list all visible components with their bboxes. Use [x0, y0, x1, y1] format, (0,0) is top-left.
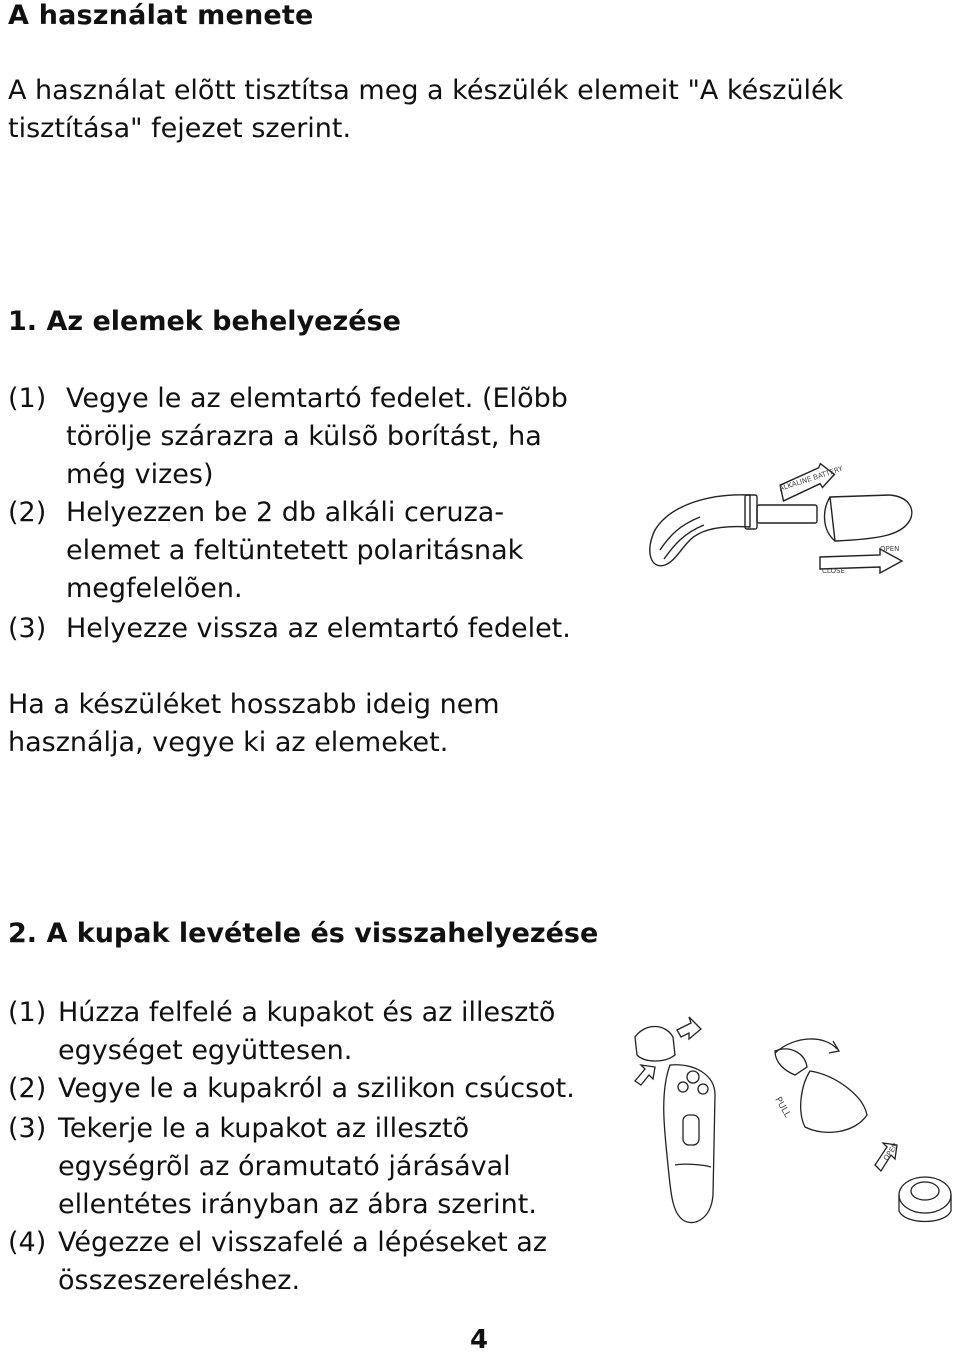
open-label: OPEN — [880, 545, 900, 553]
step-line: egységrõl az óramutató járásával — [58, 1151, 511, 1182]
left-device-body — [664, 1065, 715, 1223]
step-line: Tekerje le a kupakot az illesztõ — [58, 1113, 470, 1144]
close-label: CLOSE — [822, 567, 845, 575]
step-line: ellentétes irányban az ábra szerint. — [58, 1189, 537, 1220]
step-number: (2) — [8, 497, 47, 528]
section-2-step-3 — [8, 1110, 628, 1224]
step-number: (3) — [8, 613, 47, 644]
section-2-step-4 — [8, 1224, 628, 1300]
step-number: (2) — [8, 1073, 47, 1104]
right-cap — [801, 1071, 867, 1132]
note-line: Ha a készüléket hosszabb ideig nem — [8, 689, 500, 720]
page-heading: A használat menete — [8, 0, 314, 31]
cap-removal-illustration — [625, 1015, 955, 1245]
step-line: még vizes) — [66, 459, 214, 490]
step-number: (1) — [8, 997, 47, 1028]
step-number: (4) — [8, 1227, 47, 1258]
step-line: elemet a feltüntetett polaritásnak — [66, 535, 524, 566]
step-number: (3) — [8, 1113, 47, 1144]
open-label: OPEN — [882, 1141, 900, 1163]
left-nozzle-tip — [635, 1027, 675, 1062]
right-nozzle-tip — [775, 1049, 807, 1075]
step-line: Helyezzen be 2 db alkáli ceruza- — [66, 497, 505, 528]
battery-shape — [757, 505, 817, 523]
battery-insertion-illustration — [640, 455, 940, 605]
section-2-step-2 — [8, 1070, 628, 1108]
step-line: Helyezze vissza az elemtartó fedelet. — [66, 613, 571, 644]
page-number: 4 — [470, 1325, 489, 1355]
section-1-step-3 — [8, 610, 608, 648]
step-line: összeszereléshez. — [58, 1265, 301, 1296]
section-2-title: 2. A kupak levétele és visszahelyezése — [8, 918, 599, 949]
step-line: megfelelõen. — [66, 573, 243, 604]
step-line: Húzza felfelé a kupakot és az illesztõ — [58, 997, 556, 1028]
device-body-outline — [650, 495, 750, 566]
section-1-step-1 — [8, 380, 608, 494]
step-line: törölje szárazra a külsõ borítást, ha — [66, 421, 542, 452]
section-1-step-2 — [8, 494, 608, 608]
step-line: Végezze el visszafelé a lépéseket az — [58, 1227, 547, 1258]
pull-label: PULL — [772, 1095, 793, 1120]
intro-paragraph: A használat elõtt tisztítsa meg a készülék elemeit "A készülék tisztítása" fejezet szerint. — [8, 75, 844, 144]
section-1-title: 1. Az elemek behelyezése — [8, 306, 401, 337]
battery-cover — [830, 495, 912, 541]
section-2-step-1 — [8, 994, 628, 1070]
battery-label: ALKALINE BATTERY — [778, 464, 844, 493]
note-line: használja, vegye ki az elemeket. — [8, 727, 449, 758]
step-line: egységet együttesen. — [58, 1035, 353, 1066]
battery-note — [8, 686, 608, 762]
step-line: Vegye le az elemtartó fedelet. (Elõbb — [66, 383, 568, 414]
step-line: Vegye le a kupakról a szilikon csúcsot. — [58, 1073, 575, 1104]
step-number: (1) — [8, 383, 47, 414]
